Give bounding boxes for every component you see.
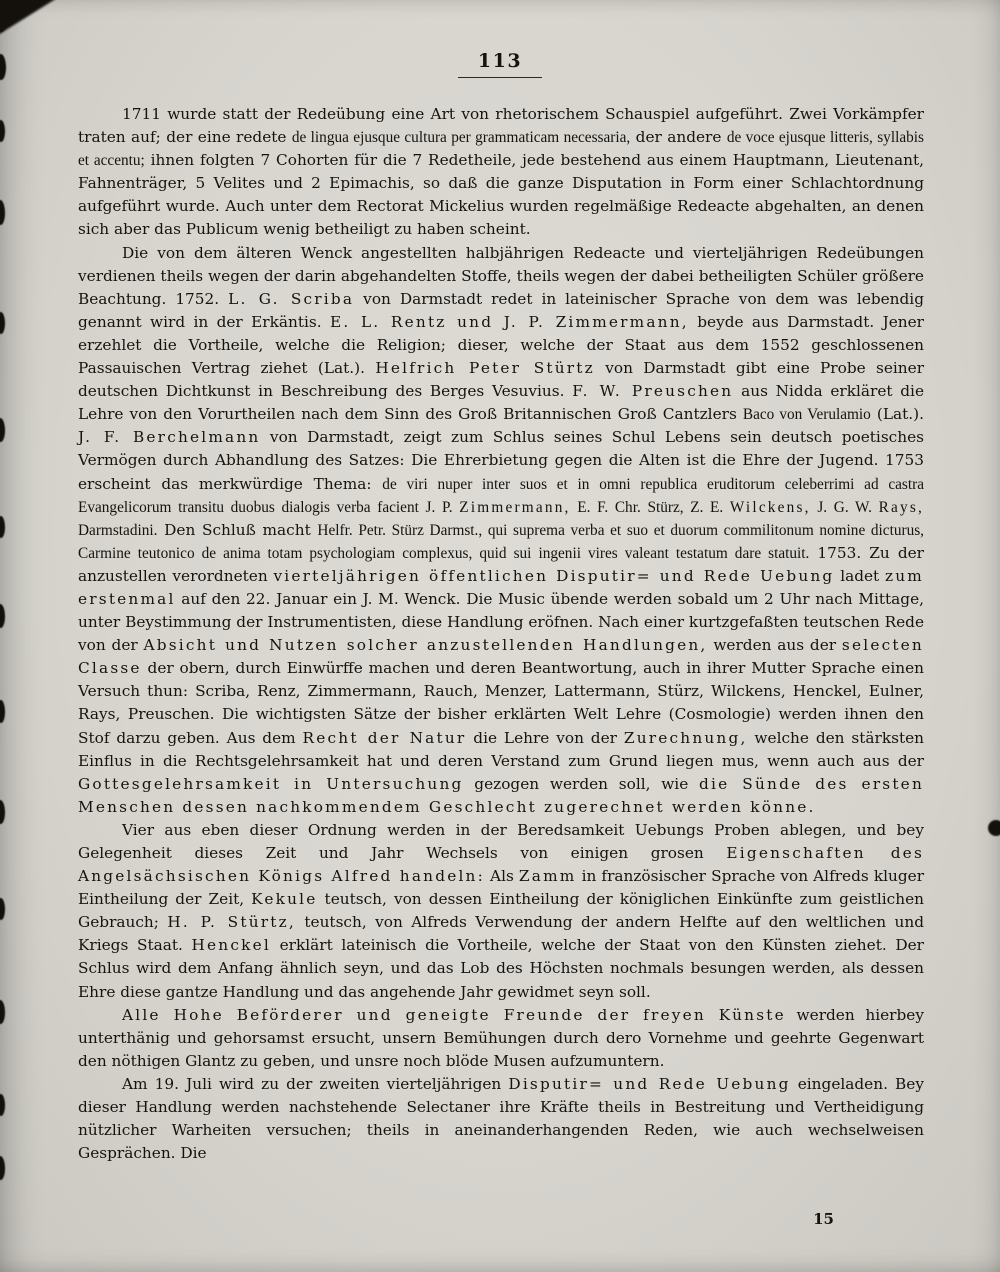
scan-artifact	[0, 898, 5, 920]
text-run: Helfrich Peter Stürtz	[375, 359, 595, 378]
text-run: Gottesgelehrsamkeit in Untersuchung	[78, 774, 464, 793]
text-run: Eigenschaften des Angelsächsischen Königs Alfred handeln:	[78, 844, 924, 886]
text-run: Darmstadini.	[78, 521, 158, 539]
text-run: Recht der Natur	[302, 728, 467, 747]
text-run: Zimmermann,	[459, 498, 571, 516]
text-run: E. L. Rentz und J. P. Zimmermann,	[329, 312, 689, 331]
paragraph	[78, 819, 924, 1004]
text-block	[78, 103, 924, 1165]
text-run: von Darmstadt redet in lateinischer Sprache von dem was lebendig genannt wird in der Erkäntis.	[78, 289, 924, 331]
paragraph	[78, 242, 924, 819]
text-run: teutsch, von Alfreds Verwendung der andern Helfte auf den weltlichen und Kriegs Staat.	[78, 913, 924, 955]
page-number-text: 113	[458, 50, 542, 78]
text-run: F. W. Preuschen	[572, 382, 734, 401]
text-run: J. F. Berchelmann	[78, 428, 261, 447]
text-run: aus Nidda erkläret die Lehre von den Vorurtheilen nach dem Sinn des Groß Britannischen Groß Cantzlers	[78, 382, 924, 424]
text-run: erklärt lateinisch die Vortheile, welche der Staat von den Künsten ziehet. Der Schlus wird dem Anfang ähnlich seyn, und das Lob des Höchsten nochmals besungen werden, als dessen Ehre diese gantze Handlung und das angehende Jahr gewidmet seyn soll.	[78, 936, 924, 1001]
scan-artifact	[0, 516, 5, 538]
text-run: L. G. Scriba	[228, 289, 355, 308]
text-run: die Lehre von der	[466, 728, 624, 747]
scan-artifact	[0, 200, 5, 225]
text-run: Disputir= und Rede Uebung	[508, 1074, 791, 1093]
text-run: vierteljährigen öffentlichen Disputir= und Rede Uebung	[273, 566, 835, 585]
text-run: werden aus der	[707, 636, 842, 655]
text-run: selecten Classe	[78, 636, 924, 678]
text-run: de voce ejusque litteris, syllabis et accentu;	[78, 129, 924, 170]
text-run: auf den 22. Januar ein J. M. Wenck. Die Music übende werden sobald um 2 Uhr nach Mittage, unter Beystimmung der Instrumentisten, diese Handlung eröfnen. Nach einer kurtzgefaßten teutschen Rede von der	[78, 589, 924, 655]
text-run: zum erstenmal	[78, 566, 925, 608]
text-run: Die von dem älteren Wenck angestellten halbjährigen Redeacte und vierteljährigen Redeübungen verdienen theils wegen der darin abgehandelten Stoffe, theils wegen der dabei betheiligten Schüler größere Beachtung. 1752.	[78, 243, 924, 308]
text-run: ladet	[834, 566, 885, 585]
scan-artifact-corner	[0, 0, 56, 36]
text-run: Wilckens,	[729, 498, 811, 516]
text-run: Zurechnung,	[623, 728, 748, 747]
text-run: Henckel	[191, 936, 271, 955]
text-run: Vier aus eben dieser Ordnung werden in der Beredsamkeit Uebungs Proben ablegen, und bey Gelegenheit dieses Zeit und Jahr Wechsels von einigen grosen	[78, 820, 924, 862]
text-run: werden hierbey unterthänig und gehorsamst ersucht, unsern Bemühungen durch dero Vornehme und geehrte Gegenwart den nöthigen Glantz zu geben, und unsre noch blöde Musen aufzumuntern.	[78, 1005, 924, 1070]
text-run: 1711 wurde statt der Redeübung eine Art von rhetorischem Schauspiel aufgeführt. Zwei Vorkämpfer traten auf; der eine redete	[78, 105, 924, 147]
page-number	[0, 50, 1000, 78]
paragraph	[78, 103, 924, 242]
scan-artifact	[0, 1000, 5, 1024]
scan-artifact	[0, 800, 5, 824]
text-run: Helfr. Petr. Stürz Darmst., qui suprema verba et suo et duorum commilitonum nomine dicturus, Carmine teutonico de anima totam psychologiam complexus, quid sui ingenii vires valeant testatum dare statuit.	[78, 521, 924, 562]
text-run: beyde aus Darmstadt. Jener erzehlet die Vortheile, welche die Religion; dieser, welche der Staat aus dem 1552 geschlossenen Passauischen Vertrag ziehet (Lat.).	[78, 312, 924, 378]
text-run: der obern, durch Einwürffe machen und deren Beantwortung, auch in ihrer Mutter Sprache einen Versuch thun: Scriba, Renz, Zimmermann, Rauch, Menzer, Lattermann, Stürz, Wilckens, Henckel, Eulner, Rays, Preuschen. Die wichtigsten Sätze der bisher erklärten Welt Lehre (Cosmologie) werden ihnen den Stof darzu geben. Aus dem	[78, 659, 924, 747]
text-run: Absicht und Nutzen solcher anzustellenden Handlungen,	[143, 636, 708, 655]
text-run: 1753. Zu der anzustellen verordneten	[78, 543, 924, 585]
text-run: in französischer Sprache von Alfreds kluger Eintheilung der Zeit,	[78, 867, 925, 909]
text-run: Rays,	[878, 498, 924, 516]
text-run: eingeladen. Bey dieser Handlung werden nachstehende Selectaner ihre Kräfte theils in Bestreitung und Vertheidigung nützlicher Warheiten versuchen; theils in aneinanderhangenden Reden, wie auch wechselweisen Gesprächen. Die	[78, 1074, 924, 1163]
text-run: J. G. W.	[810, 498, 879, 516]
scan-artifact	[0, 418, 5, 442]
paragraph	[78, 1073, 924, 1165]
scan-artifact	[0, 1094, 5, 1116]
text-run: Baco von Verulamio	[742, 406, 871, 424]
text-run: de viri nuper inter suos et in omni republica eruditorum celeberrimi ad castra Evangelicorum transitu duobus dialogis verba facient J. P.	[78, 475, 924, 516]
paragraph	[78, 1004, 924, 1073]
text-run: gezogen werden soll, wie	[463, 774, 700, 793]
text-run: ihnen folgten 7 Cohorten für die 7 Redetheile, jede bestehend aus einem Hauptmann, Lieutenant, Fahnenträger, 5 Velites und 2 Epimachis, so daß die ganze Disputation in Form einer Schlachtordnung aufgeführt wurde. Auch unter dem Rectorat Mickelius wurden regelmäßige Redeacte abgehalten, an denen sich aber das Publicum wenig betheiligt zu haben scheint.	[78, 151, 924, 239]
text-run: von Darmstadt, zeigt zum Schlus seines Schul Lebens sein deutsch poetisches Vermögen durch Abhandlung des Satzes: Die Ehrerbietung gegen die Alten ist die Ehre der Jugend. 1753 erscheint das merkwürdige Thema:	[78, 428, 924, 493]
text-run: Am 19. Juli wird zu der zweiten vierteljährigen	[122, 1074, 509, 1093]
text-run: E. F. Chr. Stürz, Z. E.	[570, 498, 730, 516]
text-run: Alle Hohe Beförderer und geneigte Freunde der freyen Künste	[122, 1005, 786, 1024]
text-run: (Lat.).	[870, 405, 925, 424]
text-run: H. P. Stürtz,	[167, 913, 296, 932]
scan-artifact	[0, 312, 5, 334]
text-run: von Darmstadt gibt eine Probe seiner deutschen Dichtkunst in Beschreibung des Berges Vesuvius.	[78, 359, 925, 401]
scan-artifact	[0, 604, 5, 628]
text-run: Kekule	[251, 890, 318, 909]
text-run: Als	[484, 867, 519, 886]
text-run: der andere	[630, 128, 727, 147]
text-run: Den Schluß macht	[157, 520, 318, 539]
scan-artifact	[0, 1156, 5, 1180]
signature-number: 15	[813, 1210, 834, 1228]
text-run: de lingua ejusque cultura per grammaticam necessaria,	[291, 129, 631, 147]
text-run: teutsch, von dessen Eintheilung der königlichen Einkünfte zum geistlichen Gebrauch;	[78, 890, 924, 932]
scan-artifact	[0, 120, 5, 142]
scan-artifact	[0, 700, 5, 723]
scan-artifact-right-dot	[988, 820, 1000, 836]
text-run: Zamm	[518, 867, 577, 886]
text-run: die Sünde des ersten Menschen dessen nachkommendem Geschlecht zugerechnet werden könne.	[78, 774, 924, 816]
text-run: welche den stärksten Einflus in die Rechtsgelehrsamkeit hat und deren Verstand zum Grund liegen mus, wenn auch aus der	[78, 728, 924, 770]
